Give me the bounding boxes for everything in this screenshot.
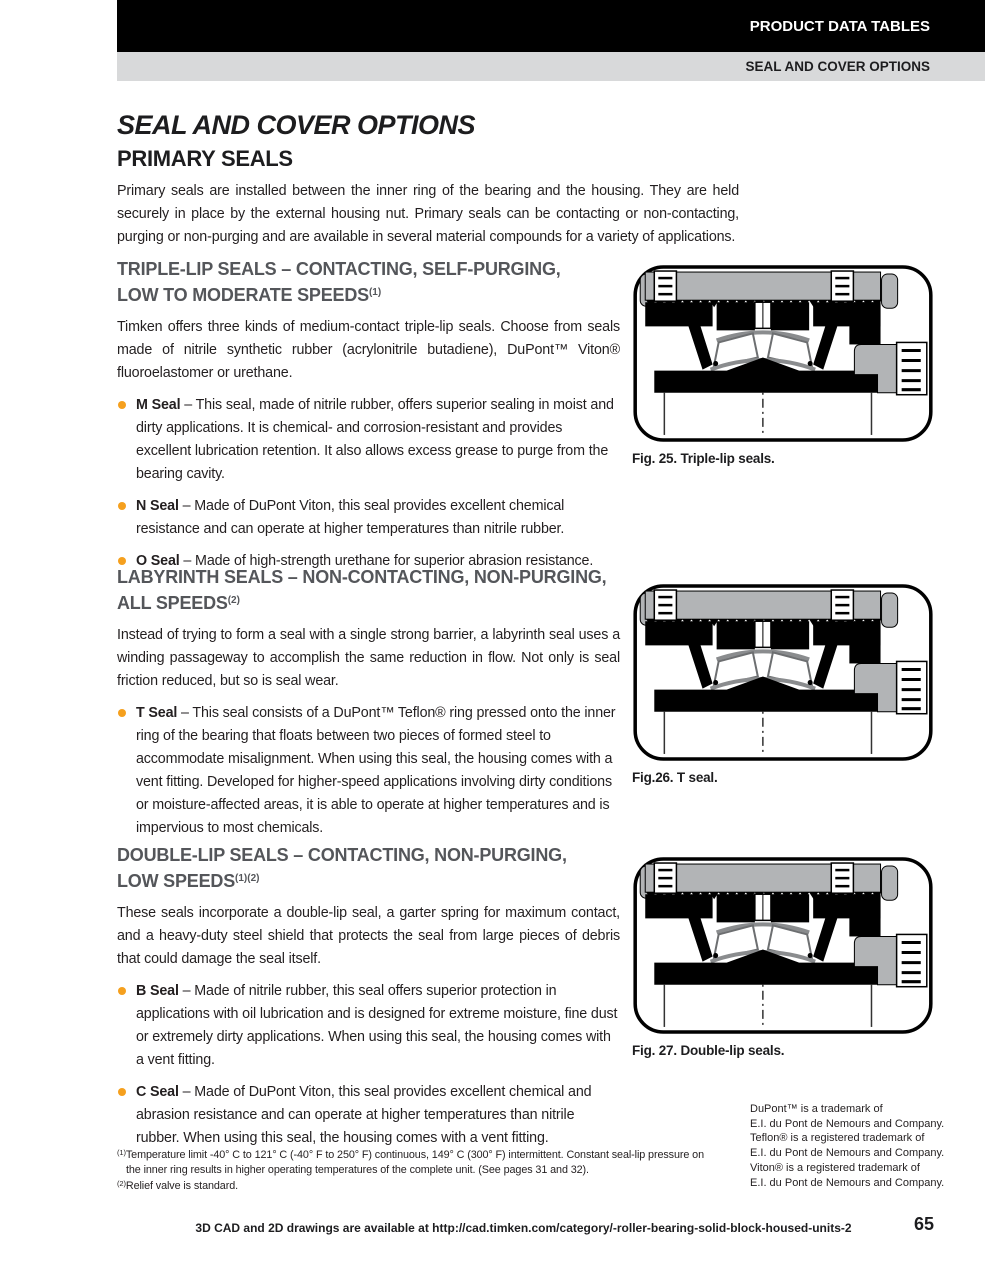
header-bar xyxy=(117,0,985,52)
seal-name: C Seal xyxy=(136,1084,179,1100)
footnote-ref: (1)(2) xyxy=(235,873,260,884)
footnote-text: Relief valve is standard. xyxy=(125,1180,238,1192)
page-subtitle: PRIMARY SEALS xyxy=(117,146,293,171)
seal-description: – Made of DuPont Viton, this seal provides excellent chemical and abrasion resistance and can operate at higher temperatures than nitrile rubber. When using this seal, the housing comes with a vent fitting. xyxy=(136,1084,592,1146)
bullet-icon xyxy=(118,987,126,995)
bullet-icon xyxy=(118,1088,126,1096)
footnote xyxy=(117,1146,707,1177)
bearing-cross-section-drawing xyxy=(632,856,934,1037)
trademark-line: DuPont™ is a trademark of xyxy=(750,1103,883,1115)
footer-cad-link[interactable]: 3D CAD and 2D drawings are available at http://cad.timken.com/category/-roller-bearing-solid-block-housed-units-2 xyxy=(195,1221,852,1235)
heading-line: LOW TO MODERATE SPEEDS$^{(1)}$ xyxy=(117,285,382,305)
list-item xyxy=(117,980,620,1072)
figure-double-lip-seals xyxy=(632,856,934,1058)
trademark-line: Teflon® is a registered trademark of xyxy=(750,1132,925,1145)
section-paragraph: These seals incorporate a double-lip seal, a garter spring for maximum contact, and a heavy-duty steel shield that protects the seal from large pieces of debris that could damage the seal itself. xyxy=(117,905,620,967)
seal-name: N Seal xyxy=(136,498,179,514)
seal-description: – Made of high-strength urethane for superior abrasion resistance. xyxy=(179,553,594,569)
heading-line: LABYRINTH SEALS – NON-CONTACTING, NON-PURGING, xyxy=(117,567,607,587)
seal-name: O Seal xyxy=(136,553,180,569)
bearing-cross-section-drawing xyxy=(632,583,934,764)
seal-description: – This seal consists of a DuPont™ Teflon® ring pressed onto the inner ring of the bearing that floats between two pieces of formed steel to accommodate misalignment. When using this seal, the housing comes with a vent fitting. Developed for higher-speed applications involving dirty conditions or moisture-affected areas, it is able to operate at higher temperatures and is impervious to most chemicals. xyxy=(136,705,616,836)
seal-name: M Seal xyxy=(136,397,181,413)
bullet-icon xyxy=(118,401,126,409)
seal-description: – Made of DuPont Viton, this seal provides excellent chemical resistance and can operate at higher temperatures than nitrile rubber. xyxy=(136,498,565,537)
section-heading xyxy=(117,566,620,615)
trademark-block xyxy=(750,1102,944,1190)
list-item xyxy=(117,1081,620,1150)
trademark-line: Viton® is a registered trademark of xyxy=(750,1161,920,1174)
figure-triple-lip-seals xyxy=(632,264,934,466)
bullet-icon xyxy=(118,709,126,717)
list-item xyxy=(117,495,620,541)
section-triple-lip-seals xyxy=(117,258,620,573)
section-paragraph: Timken offers three kinds of medium-contact triple-lip seals. Choose from seals made of nitrile synthetic rubber (acrylonitrile butadiene), DuPont™ Viton® fluoroelastomer or urethane. xyxy=(117,319,620,381)
subheader-bar xyxy=(117,52,985,81)
footnote-ref: (2) xyxy=(227,595,240,606)
heading-line: LOW $SPEEDS^{(1)(2)}$ xyxy=(117,871,260,891)
footnote-text: Temperature limit -40° C to 121° C (-40° F to 250° F) continuous, 149° C (300° F) intermittent. Constant seal-lip pressure on the inner ring results in higher operating temperatures of the complete unit. (See pages 31 and 32). xyxy=(125,1149,704,1176)
header-title: PRODUCT DATA TABLES xyxy=(749,17,930,35)
seal-description: – Made of nitrile rubber, this seal offers superior protection in applications with oil lubrication and is designed for extreme moisture, fine dust or extremely dirty applications. When using this seal, the housing comes with a vent fitting. xyxy=(136,983,618,1068)
figure-t-seal xyxy=(632,583,934,785)
list-item xyxy=(117,394,620,486)
footnotes-block xyxy=(117,1146,707,1194)
seal-name: T Seal xyxy=(136,705,178,721)
trademark-line: E.I. du Pont de Nemours and Company. xyxy=(750,1117,945,1130)
figure-caption: Fig. 27. Double-lip seals. xyxy=(632,1043,785,1058)
page-title: SEAL AND COVER OPTIONS xyxy=(117,110,476,140)
footnote xyxy=(117,1177,707,1194)
list-item xyxy=(117,702,620,840)
heading-line: ALL SPEEDS$^{(2)}$ xyxy=(117,593,240,613)
seal-name: B Seal xyxy=(136,983,179,999)
figure-caption: Fig.26. T seal. xyxy=(632,770,718,785)
trademark-line: E.I. du Pont de Nemours and Company. xyxy=(750,1176,945,1189)
footnote-marker: (2) xyxy=(117,1179,126,1188)
section-double-lip-seals xyxy=(117,844,620,1150)
trademark-line: E.I. du Pont de Nemours and Company. xyxy=(750,1147,945,1160)
section-paragraph: Instead of trying to form a seal with a single strong barrier, a labyrinth seal uses a winding passageway to accomplish the same reduction in flow. Not only is seal friction reduced, but so is seal wear. xyxy=(117,627,620,689)
seal-description: – This seal, made of nitrile rubber, offers superior sealing in moist and dirty applications. It is chemical- and corrosion-resistant and provides excellent lubrication retention. It also allows excess grease to purge from the bearing cavity. xyxy=(136,397,614,482)
page-number: 65 xyxy=(913,1214,934,1234)
heading-line: TRIPLE-LIP SEALS – CONTACTING, SELF-PURGING, xyxy=(117,259,561,279)
section-labyrinth-seals xyxy=(117,566,620,840)
bearing-cross-section-drawing xyxy=(632,264,934,445)
figure-caption: Fig. 25. Triple-lip seals. xyxy=(632,451,775,466)
subheader-title: SEAL AND COVER OPTIONS xyxy=(745,59,930,74)
bullet-icon xyxy=(118,557,126,565)
footnote-marker: (1) xyxy=(117,1148,126,1157)
intro-paragraph: Primary seals are installed between the inner ring of the bearing and the housing. They are held securely in place by the external housing nut. Primary seals can be contacting or non-contacting, purging or non-purging and are available in several material compounds for a variety of applications. xyxy=(117,183,739,245)
heading-line: DOUBLE-LIP SEALS – CONTACTING, NON-PURGING, xyxy=(117,845,567,865)
section-heading xyxy=(117,258,620,307)
section-heading xyxy=(117,844,620,893)
bullet-icon xyxy=(118,502,126,510)
footnote-ref: (1) xyxy=(368,287,382,298)
